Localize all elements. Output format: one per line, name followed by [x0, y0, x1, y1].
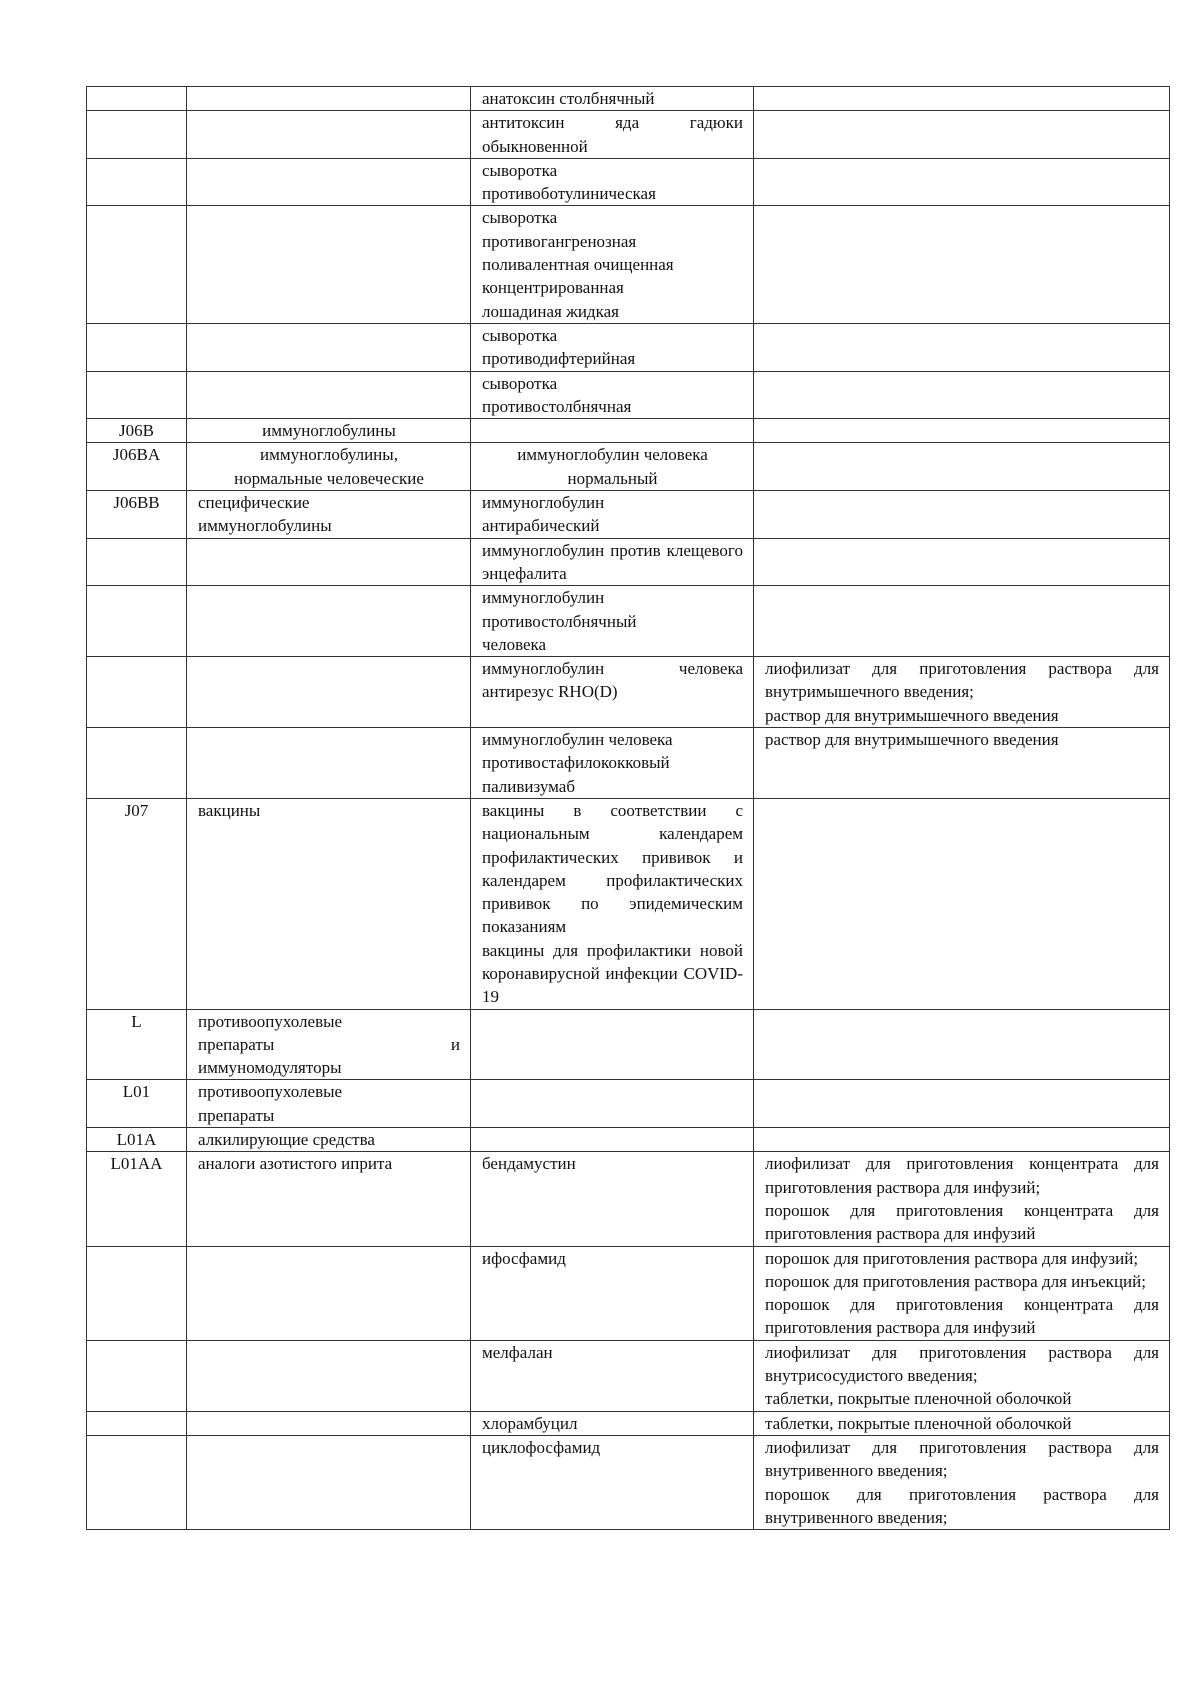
- atc-code-cell: [87, 371, 187, 419]
- dosage-forms-cell: [754, 1080, 1170, 1128]
- atc-code-cell: L01: [87, 1080, 187, 1128]
- group-name-cell: специфические иммуноглобулины: [187, 491, 471, 539]
- group-name-cell: [187, 206, 471, 323]
- group-name-cell: [187, 158, 471, 206]
- drug-name-cell: сыворотка противодифтерийная: [471, 323, 754, 371]
- group-name-cell: [187, 657, 471, 728]
- atc-code-cell: [87, 728, 187, 799]
- atc-code-cell: [87, 1340, 187, 1411]
- table-row: [87, 728, 1170, 799]
- atc-code-cell: [87, 657, 187, 728]
- table-row: [87, 586, 1170, 657]
- atc-code-cell: [87, 1411, 187, 1435]
- table-row: [87, 158, 1170, 206]
- group-name-cell: [187, 728, 471, 799]
- atc-code-cell: [87, 323, 187, 371]
- dosage-forms-cell: [754, 491, 1170, 539]
- drug-name-cell: иммуноглобулин человека антирезус RHO(D): [471, 657, 754, 728]
- table-row: [87, 491, 1170, 539]
- table-row: [87, 206, 1170, 323]
- dosage-forms-cell: порошок для приготовления раствора для инфузий; порошок для приготовления раствора для инъекций; порошок для приготовления концентрата для приготовления раствора для инфузий: [754, 1246, 1170, 1340]
- group-name-cell: аналоги азотистого иприта: [187, 1152, 471, 1246]
- atc-code-cell: [87, 87, 187, 111]
- drug-name-cell: анатоксин столбнячный: [471, 87, 754, 111]
- dosage-forms-cell: лиофилизат для приготовления раствора для внутримышечного введения; раствор для внутримышечного введения: [754, 657, 1170, 728]
- drug-name-cell: циклофосфамид: [471, 1435, 754, 1529]
- table-row: [87, 657, 1170, 728]
- table-row: [87, 1340, 1170, 1411]
- drug-name-cell: [471, 1080, 754, 1128]
- atc-code-cell: L: [87, 1009, 187, 1080]
- dosage-forms-cell: [754, 538, 1170, 586]
- drug-name-cell: иммуноглобулин антирабический: [471, 491, 754, 539]
- table-row: [87, 419, 1170, 443]
- atc-code-cell: [87, 586, 187, 657]
- dosage-forms-cell: лиофилизат для приготовления раствора для внутривенного введения; порошок для приготовления раствора для внутривенного введения;: [754, 1435, 1170, 1529]
- dosage-forms-cell: лиофилизат для приготовления раствора для внутрисосудистого введения; таблетки, покрытые пленочной оболочкой: [754, 1340, 1170, 1411]
- table-row: [87, 798, 1170, 1009]
- group-name-cell: [187, 111, 471, 159]
- drug-name-cell: иммуноглобулин человека нормальный: [471, 443, 754, 491]
- drug-name-cell: [471, 1009, 754, 1080]
- drug-name-cell: ифосфамид: [471, 1246, 754, 1340]
- drug-name-cell: хлорамбуцил: [471, 1411, 754, 1435]
- table-body: [87, 87, 1170, 1530]
- drug-name-cell: сыворотка противоботулиническая: [471, 158, 754, 206]
- dosage-forms-cell: [754, 586, 1170, 657]
- drug-name-cell: сыворотка противогангренозная поливалентная очищенная концентрированная лошадиная жидкая: [471, 206, 754, 323]
- group-name-cell: [187, 538, 471, 586]
- table-row: [87, 1128, 1170, 1152]
- table-row: [87, 1080, 1170, 1128]
- group-name-cell: иммуноглобулины: [187, 419, 471, 443]
- dosage-forms-cell: [754, 206, 1170, 323]
- group-name-cell: иммуноглобулины, нормальные человеческие: [187, 443, 471, 491]
- table-row: [87, 1152, 1170, 1246]
- atc-code-cell: L01AA: [87, 1152, 187, 1246]
- group-name-cell: алкилирующие средства: [187, 1128, 471, 1152]
- group-name-cell: [187, 1411, 471, 1435]
- drug-name-cell: иммуноглобулин человека противостафилококковый паливизумаб: [471, 728, 754, 799]
- atc-code-cell: [87, 111, 187, 159]
- table-row: [87, 1411, 1170, 1435]
- atc-code-cell: [87, 1246, 187, 1340]
- drug-name-cell: [471, 1128, 754, 1152]
- atc-code-cell: [87, 1435, 187, 1529]
- drug-name-cell: иммуноглобулин противостолбнячный человека: [471, 586, 754, 657]
- table-row: [87, 87, 1170, 111]
- dosage-forms-cell: [754, 1009, 1170, 1080]
- dosage-forms-cell: [754, 87, 1170, 111]
- dosage-forms-cell: раствор для внутримышечного введения: [754, 728, 1170, 799]
- group-name-cell: вакцины: [187, 798, 471, 1009]
- drug-name-cell: [471, 419, 754, 443]
- group-name-cell: [187, 323, 471, 371]
- atc-code-cell: [87, 206, 187, 323]
- group-name-cell: [187, 87, 471, 111]
- drug-list-table: [86, 86, 1170, 1530]
- drug-name-cell: сыворотка противостолбнячная: [471, 371, 754, 419]
- dosage-forms-cell: таблетки, покрытые пленочной оболочкой: [754, 1411, 1170, 1435]
- atc-code-cell: J06B: [87, 419, 187, 443]
- table-row: [87, 323, 1170, 371]
- dosage-forms-cell: [754, 371, 1170, 419]
- table-row: [87, 1009, 1170, 1080]
- dosage-forms-cell: [754, 443, 1170, 491]
- group-name-cell: [187, 1435, 471, 1529]
- atc-code-cell: [87, 158, 187, 206]
- group-name-cell: противоопухолевые препараты: [187, 1080, 471, 1128]
- table-row: [87, 371, 1170, 419]
- table-row: [87, 1246, 1170, 1340]
- table-row: [87, 1435, 1170, 1529]
- table-row: [87, 111, 1170, 159]
- atc-code-cell: J06BB: [87, 491, 187, 539]
- table-row: [87, 538, 1170, 586]
- dosage-forms-cell: [754, 158, 1170, 206]
- atc-code-cell: L01A: [87, 1128, 187, 1152]
- group-name-cell: [187, 1246, 471, 1340]
- dosage-forms-cell: [754, 419, 1170, 443]
- group-name-cell: [187, 1340, 471, 1411]
- atc-code-cell: J07: [87, 798, 187, 1009]
- drug-name-cell: бендамустин: [471, 1152, 754, 1246]
- atc-code-cell: J06BA: [87, 443, 187, 491]
- dosage-forms-cell: [754, 1128, 1170, 1152]
- drug-name-cell: иммуноглобулин против клещевого энцефалита: [471, 538, 754, 586]
- dosage-forms-cell: лиофилизат для приготовления концентрата для приготовления раствора для инфузий; порошок для приготовления концентрата для приготовления раствора для инфузий: [754, 1152, 1170, 1246]
- drug-name-cell: мелфалан: [471, 1340, 754, 1411]
- drug-name-cell: вакцины в соответствии с национальным календарем профилактических прививок и календарем профилактических прививок по эпидемическим показаниям вакцины для профилактики новой коронавирусной инфекции COVID-19: [471, 798, 754, 1009]
- atc-code-cell: [87, 538, 187, 586]
- group-name-cell: противоопухолевые препараты и иммуномодуляторы: [187, 1009, 471, 1080]
- dosage-forms-cell: [754, 798, 1170, 1009]
- group-name-cell: [187, 371, 471, 419]
- drug-name-cell: антитоксин яда гадюки обыкновенной: [471, 111, 754, 159]
- dosage-forms-cell: [754, 111, 1170, 159]
- table-row: [87, 443, 1170, 491]
- dosage-forms-cell: [754, 323, 1170, 371]
- group-name-cell: [187, 586, 471, 657]
